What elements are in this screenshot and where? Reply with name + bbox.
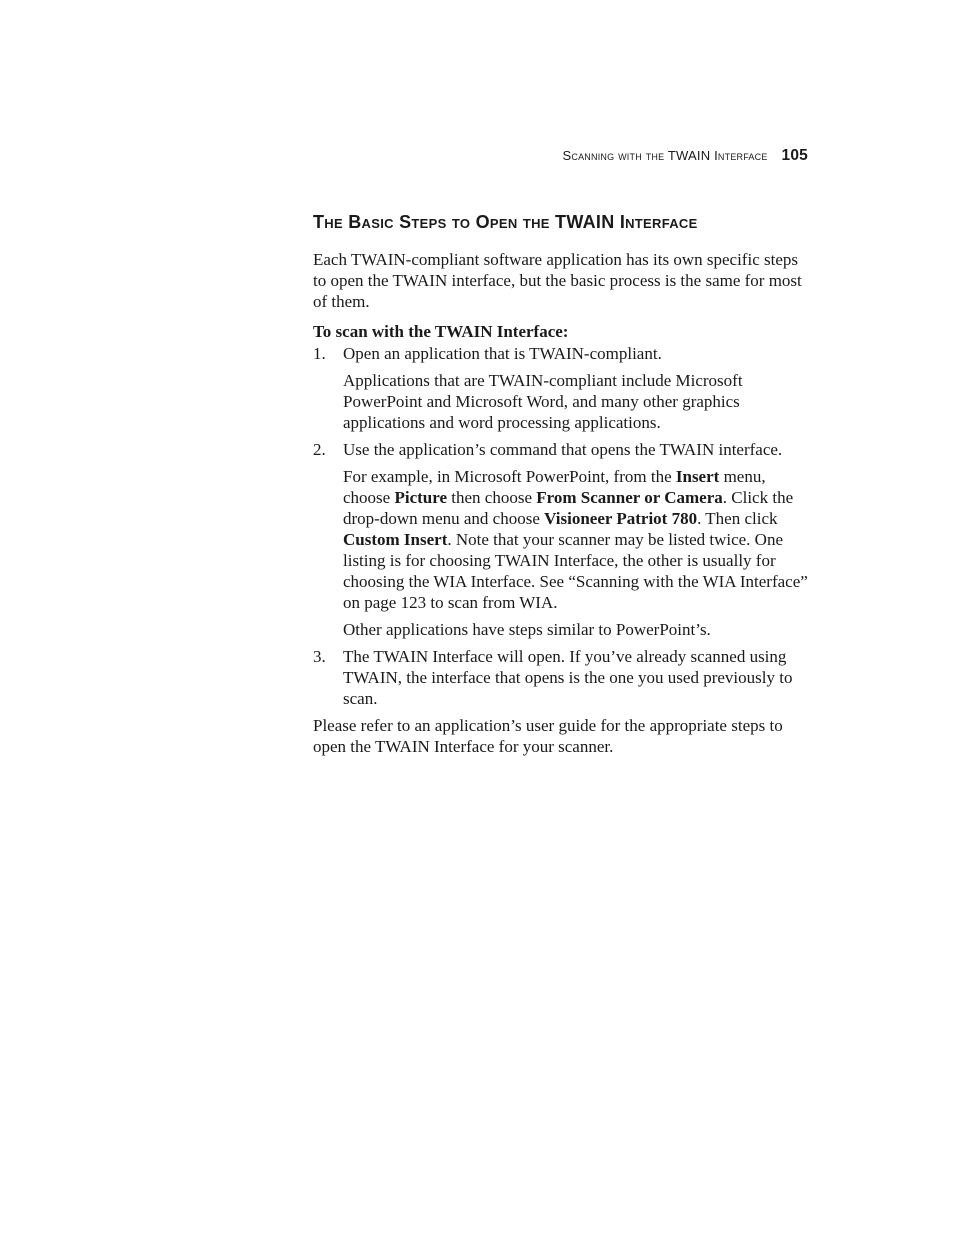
- procedure-heading: To scan with the TWAIN Interface:: [313, 322, 569, 341]
- example-text: . Then click: [697, 509, 778, 528]
- page-content: [313, 209, 813, 757]
- step-item: [313, 439, 813, 640]
- step-number: 2.: [313, 440, 326, 459]
- step-item: [313, 646, 813, 709]
- step-item: [313, 343, 813, 433]
- step-number: 1.: [313, 344, 326, 363]
- intro-paragraph: Each TWAIN-compliant software application has its own specific steps to open the TWAIN interface, but the basic process is the same for most of them.: [313, 250, 802, 311]
- example-text: menu, choose: [343, 467, 766, 507]
- steps-list: [313, 343, 813, 709]
- menu-picture: Picture: [394, 488, 448, 507]
- running-title: Scanning with the TWAIN Interface: [562, 148, 768, 163]
- section-title: The Basic Steps to Open the TWAIN Interface: [313, 212, 698, 232]
- step-detail: Applications that are TWAIN-compliant include Microsoft PowerPoint and Microsoft Word, and many other graphics applications and word processing applications.: [343, 371, 743, 432]
- menu-from-scanner: From Scanner or Camera: [536, 488, 723, 507]
- step-text: Open an application that is TWAIN-compliant.: [343, 344, 662, 363]
- step-text: Use the application’s command that opens the TWAIN interface.: [343, 440, 783, 459]
- step-number: 3.: [313, 647, 326, 666]
- example-text: then choose: [447, 488, 537, 507]
- closing-paragraph: Please refer to an application’s user guide for the appropriate steps to open the TWAIN Interface for your scanner.: [313, 716, 783, 756]
- scanner-name: Visioneer Patriot 780: [544, 509, 698, 528]
- example-text: . Note that your scanner may be listed twice. One listing is for choosing TWAIN Interface, the other is usually for choosing the WIA Interface. See “Scanning with the WIA Interface” on page 123 to scan from WIA.: [343, 530, 808, 612]
- page-number: 105: [781, 147, 808, 164]
- menu-insert: Insert: [675, 467, 720, 486]
- step-text: The TWAIN Interface will open. If you’ve already scanned using TWAIN, the interface that opens is the one you used previously to scan.: [343, 647, 793, 708]
- running-header: [563, 147, 808, 165]
- example-text: . Click the drop-down menu and choose: [343, 488, 794, 528]
- custom-insert: Custom Insert: [343, 530, 448, 549]
- example-text: For example, in Microsoft PowerPoint, from the: [343, 467, 676, 486]
- step-example: [343, 466, 813, 613]
- step-note: Other applications have steps similar to PowerPoint’s.: [343, 620, 711, 639]
